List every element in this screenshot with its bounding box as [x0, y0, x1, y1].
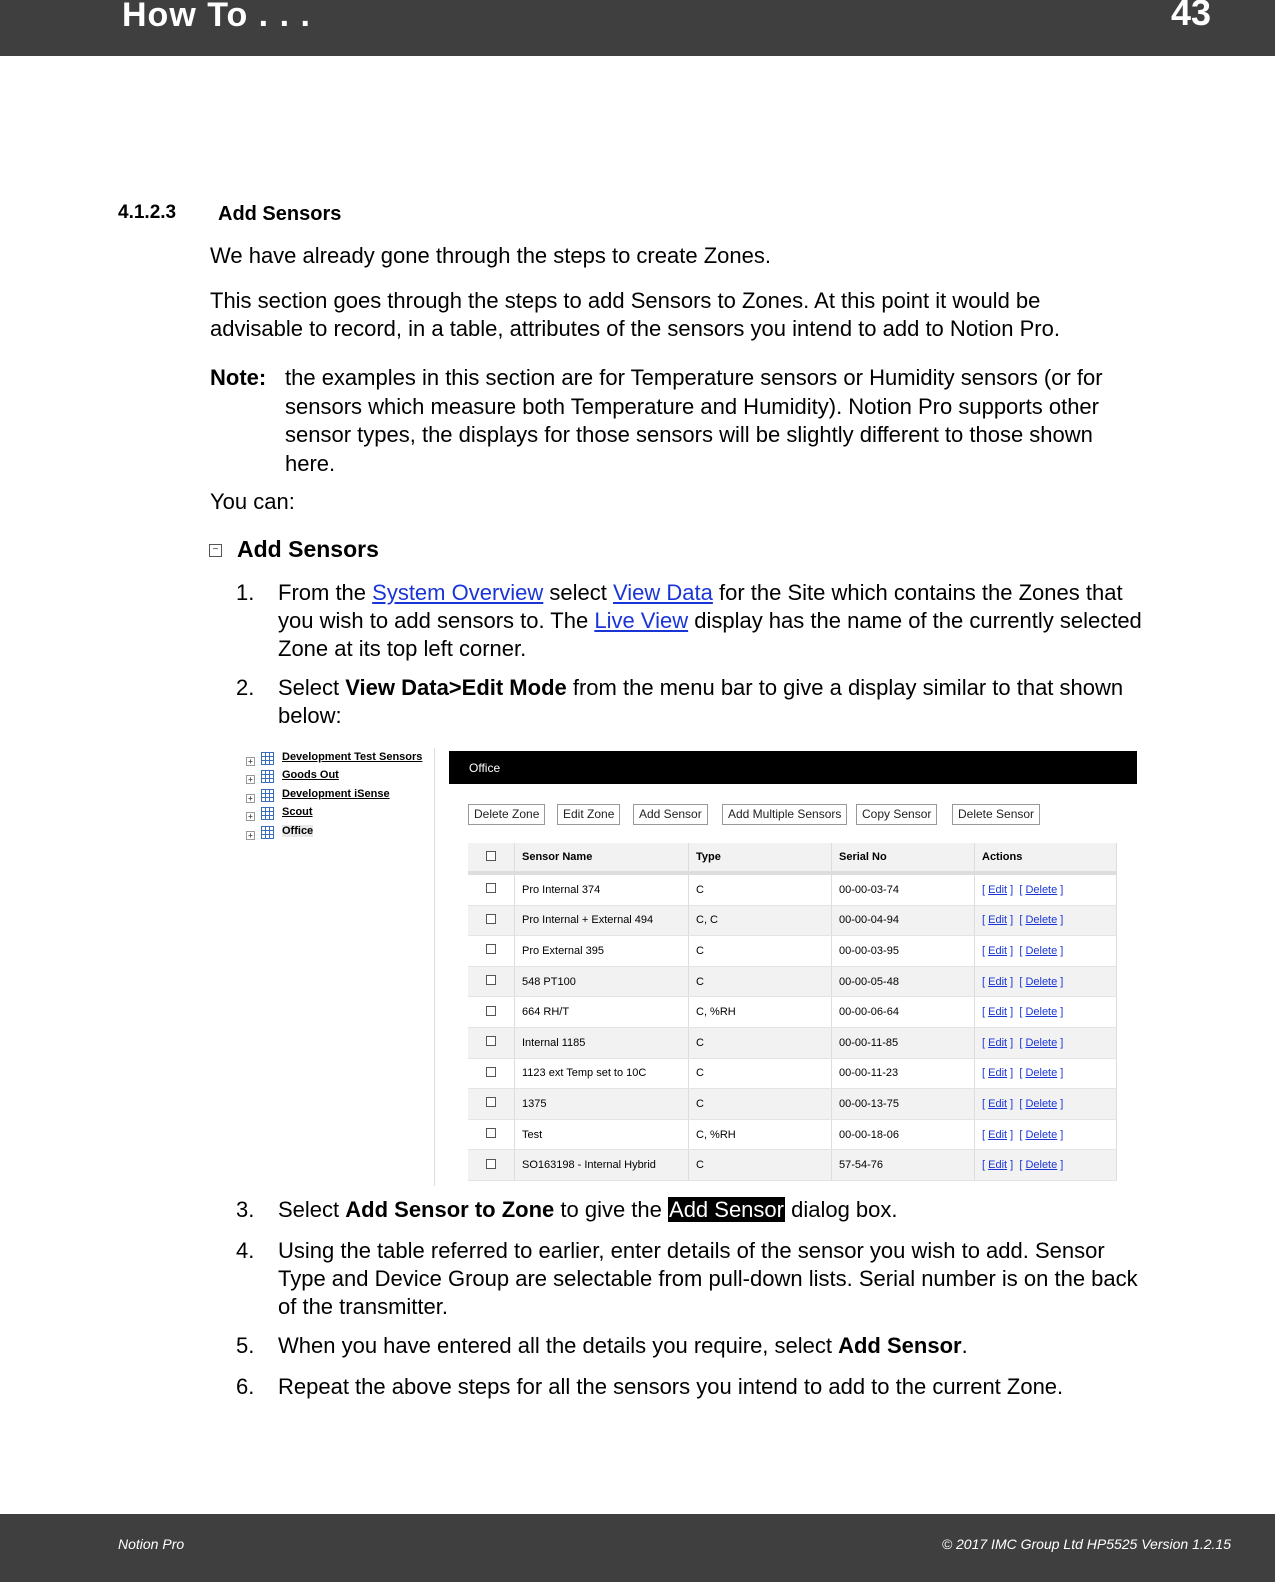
row-select-cell	[468, 1027, 515, 1058]
actions-cell: [ Edit ] [ Delete ]	[975, 936, 1117, 967]
actions-cell: [ Edit ] [ Delete ]	[975, 1058, 1117, 1089]
row-select-cell	[468, 936, 515, 967]
serial-cell: 00-00-04-94	[832, 905, 975, 936]
expand-icon[interactable]: +	[246, 757, 255, 766]
sensor-type-cell: C	[689, 1027, 832, 1058]
table-row	[468, 997, 1117, 1028]
add-sensor-highlight: Add Sensor	[669, 1197, 784, 1222]
serial-cell: 00-00-05-48	[832, 966, 975, 997]
table-row	[468, 1150, 1117, 1181]
row-checkbox[interactable]	[486, 944, 496, 954]
sensor-name-cell: SO163198 - Internal Hybrid	[515, 1150, 689, 1181]
delete-link[interactable]: Delete	[1025, 1067, 1058, 1080]
tree-node-label[interactable]: Goods Out	[282, 769, 339, 781]
actions-cell: [ Edit ] [ Delete ]	[975, 873, 1117, 905]
live-view-link[interactable]: Live View	[594, 608, 689, 633]
serial-cell: 00-00-03-74	[832, 873, 975, 905]
edit-link[interactable]: Edit	[988, 944, 1008, 957]
table-header-row	[468, 843, 1117, 873]
sensor-type-cell: C, %RH	[689, 1119, 832, 1150]
edit-link[interactable]: Edit	[988, 883, 1008, 896]
serial-cell: 00-00-11-85	[832, 1027, 975, 1058]
row-checkbox[interactable]	[486, 975, 496, 985]
expand-icon[interactable]: +	[246, 794, 255, 803]
sensor-rows	[468, 873, 1117, 1180]
actions-cell: [ Edit ] [ Delete ]	[975, 1150, 1117, 1181]
footer-copyright: © 2017 IMC Group Ltd HP5525 Version 1.2.15	[941, 1536, 1231, 1552]
section-number: 4.1.2.3	[118, 202, 177, 223]
row-select-cell	[468, 873, 515, 905]
table-row	[468, 873, 1117, 905]
delete-link[interactable]: Delete	[1025, 1128, 1058, 1141]
page-number: 43	[1170, 0, 1211, 33]
page-footer	[0, 1514, 1275, 1582]
sensor-type-cell: C, C	[689, 905, 832, 936]
sensor-type-cell: C	[689, 1089, 832, 1120]
tree-node-label[interactable]: Development Test Sensors	[282, 751, 423, 763]
row-select-cell	[468, 1089, 515, 1120]
sensor-name-cell: Internal 1185	[515, 1027, 689, 1058]
delete-link[interactable]: Delete	[1025, 883, 1058, 896]
expand-icon[interactable]: +	[246, 775, 255, 784]
zone-title: Office	[469, 761, 501, 775]
sensor-name-cell: 1123 ext Temp set to 10C	[515, 1058, 689, 1089]
step-text: Select Add Sensor to Zone to give the Add Sensor dialog box.	[278, 1197, 898, 1222]
step-text: Using the table referred to earlier, enter details of the sensor you wish to add. Sensor Type and Device Group are selectable from pull-down lists. Serial number is on the back of the transmitter.	[278, 1238, 1138, 1319]
sensor-type-cell: C	[689, 1150, 832, 1181]
step-text: When you have entered all the details you require, select Add Sensor.	[278, 1333, 968, 1358]
tree-node-label[interactable]: Office	[282, 825, 314, 837]
edit-link[interactable]: Edit	[988, 1067, 1008, 1080]
sensor-name-cell: 664 RH/T	[515, 997, 689, 1028]
edit-link[interactable]: Edit	[988, 1128, 1008, 1141]
tree-node-label[interactable]: Development iSense	[282, 788, 390, 800]
delete-link[interactable]: Delete	[1025, 1159, 1058, 1172]
step-number: 6.	[236, 1374, 255, 1399]
row-select-cell	[468, 1058, 515, 1089]
step-number: 1.	[236, 580, 255, 605]
row-select-cell	[468, 1119, 515, 1150]
table-row	[468, 936, 1117, 967]
column-header: Serial No	[832, 843, 975, 873]
row-checkbox[interactable]	[486, 1128, 496, 1138]
intro-paragraph-1: We have already gone through the steps to create Zones.	[210, 243, 771, 268]
page-header	[0, 0, 1275, 56]
delete-link[interactable]: Delete	[1025, 914, 1058, 927]
select-all-cell	[468, 843, 515, 873]
delete-zone-button[interactable]: Delete Zone	[468, 804, 545, 825]
edit-link[interactable]: Edit	[988, 1097, 1008, 1110]
serial-cell: 00-00-13-75	[832, 1089, 975, 1120]
step-number: 3.	[236, 1197, 255, 1222]
zone-grid-icon	[261, 770, 274, 783]
system-overview-link[interactable]: System Overview	[372, 580, 544, 605]
select-all-checkbox[interactable]	[486, 851, 496, 861]
serial-cell: 00-00-03-95	[832, 936, 975, 967]
row-select-cell	[468, 966, 515, 997]
zone-grid-icon	[261, 752, 274, 765]
actions-cell: [ Edit ] [ Delete ]	[975, 966, 1117, 997]
table-row	[468, 966, 1117, 997]
zone-grid-icon	[261, 789, 274, 802]
table-row	[468, 1027, 1117, 1058]
actions-cell: [ Edit ] [ Delete ]	[975, 1027, 1117, 1058]
edit-link[interactable]: Edit	[988, 1159, 1008, 1172]
row-checkbox[interactable]	[486, 1097, 496, 1107]
delete-link[interactable]: Delete	[1025, 1006, 1058, 1019]
sensor-name-cell: Test	[515, 1119, 689, 1150]
edit-link[interactable]: Edit	[988, 1036, 1008, 1049]
serial-cell: 00-00-06-64	[832, 997, 975, 1028]
footer-product: Notion Pro	[118, 1536, 185, 1552]
step-text: Repeat the above steps for all the sensors you intend to add to the current Zone.	[278, 1374, 1064, 1399]
step-number: 5.	[236, 1333, 255, 1358]
sensor-name-cell: 548 PT100	[515, 966, 689, 997]
header-title: How To . . .	[122, 0, 311, 34]
sensor-name-cell: 1375	[515, 1089, 689, 1120]
step-number: 4.	[236, 1238, 255, 1263]
step-text: From the System Overview select View Data for the Site which contains the Zones that you wish to add sensors to. The Live View display has the name of the currently selected Zone at its top left corner.	[278, 580, 1142, 661]
tree-divider	[434, 748, 435, 1186]
edit-link[interactable]: Edit	[988, 914, 1008, 927]
zone-grid-icon	[261, 826, 274, 839]
expand-icon[interactable]: +	[246, 831, 255, 840]
actions-cell: [ Edit ] [ Delete ]	[975, 1119, 1117, 1150]
sensor-type-cell: C	[689, 966, 832, 997]
serial-cell: 00-00-11-23	[832, 1058, 975, 1089]
actions-cell: [ Edit ] [ Delete ]	[975, 1089, 1117, 1120]
serial-cell: 57-54-76	[832, 1150, 975, 1181]
zone-title-bar	[449, 751, 1137, 784]
sensor-type-cell: C	[689, 936, 832, 967]
copy-sensor-button[interactable]: Copy Sensor	[856, 804, 937, 825]
actions-cell: [ Edit ] [ Delete ]	[975, 997, 1117, 1028]
table-row	[468, 1119, 1117, 1150]
table-row	[468, 1058, 1117, 1089]
edit-link[interactable]: Edit	[988, 1006, 1008, 1019]
delete-link[interactable]: Delete	[1025, 1097, 1058, 1110]
row-select-cell	[468, 997, 515, 1028]
note-text: the examples in this section are for Temperature sensors or Humidity sensors (or for sensors which measure both Temperature and Humidity). Notion Pro supports other sensor types, the displays for those sensors will be slightly different to those shown here.	[285, 365, 1103, 476]
delete-sensor-button[interactable]: Delete Sensor	[952, 804, 1040, 825]
row-checkbox[interactable]	[486, 1006, 496, 1016]
expand-icon[interactable]: +	[246, 812, 255, 821]
row-select-cell	[468, 905, 515, 936]
edit-mode-screenshot	[242, 748, 1137, 1186]
row-checkbox[interactable]	[486, 1159, 496, 1169]
add-sensor-button[interactable]: Add Sensor	[633, 804, 708, 825]
column-header: Actions	[975, 843, 1117, 873]
add-multiple-sensors-button[interactable]: Add Multiple Sensors	[722, 804, 847, 825]
column-header: Type	[689, 843, 832, 873]
step-number: 2.	[236, 675, 255, 700]
tree-node-label[interactable]: Scout	[282, 806, 313, 818]
edit-zone-button[interactable]: Edit Zone	[557, 804, 620, 825]
sensor-type-cell: C	[689, 873, 832, 905]
table-row	[468, 1089, 1117, 1120]
actions-cell: [ Edit ] [ Delete ]	[975, 905, 1117, 936]
row-checkbox[interactable]	[486, 1067, 496, 1077]
sensor-type-cell: C, %RH	[689, 997, 832, 1028]
section-title: Add Sensors	[218, 203, 342, 225]
row-checkbox[interactable]	[486, 914, 496, 924]
note-label: Note:	[210, 365, 267, 390]
zone-panel	[449, 751, 1137, 1186]
column-header: Sensor Name	[515, 843, 689, 873]
zone-grid-icon	[261, 807, 274, 820]
row-select-cell	[468, 1150, 515, 1181]
delete-link[interactable]: Delete	[1025, 944, 1058, 957]
intro-paragraph-2: This section goes through the steps to add Sensors to Zones. At this point it would be advisable to record, in a table, attributes of the sensors you intend to add to Notion Pro.	[210, 288, 1060, 341]
you-can-text: You can:	[210, 489, 295, 514]
delete-link[interactable]: Delete	[1025, 1036, 1058, 1049]
view-data-link[interactable]: View Data	[613, 580, 713, 605]
sensor-name-cell: Pro Internal 374	[515, 873, 689, 905]
sensor-type-cell: C	[689, 1058, 832, 1089]
delete-link[interactable]: Delete	[1025, 975, 1058, 988]
row-checkbox[interactable]	[486, 883, 496, 893]
collapse-icon[interactable]: −	[209, 544, 222, 557]
sensor-name-cell: Pro External 395	[515, 936, 689, 967]
step-text: Select View Data>Edit Mode from the menu bar to give a display similar to that shown below:	[278, 675, 1124, 728]
serial-cell: 00-00-18-06	[832, 1119, 975, 1150]
row-checkbox[interactable]	[486, 1036, 496, 1046]
edit-link[interactable]: Edit	[988, 975, 1008, 988]
sensor-name-cell: Pro Internal + External 494	[515, 905, 689, 936]
sensor-table	[468, 843, 1117, 1181]
subsection-title: Add Sensors	[237, 536, 379, 562]
table-row	[468, 905, 1117, 936]
